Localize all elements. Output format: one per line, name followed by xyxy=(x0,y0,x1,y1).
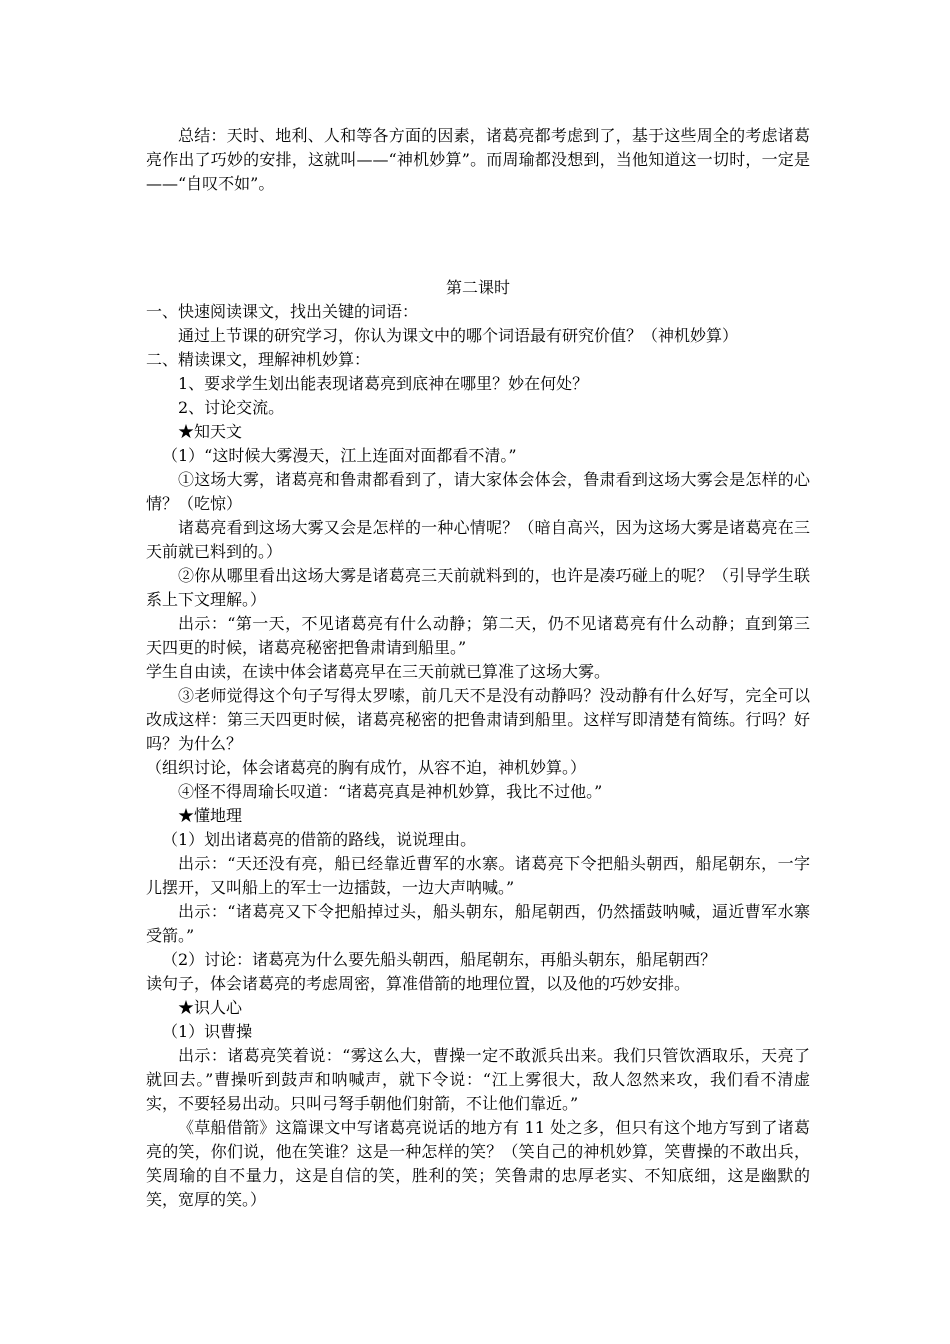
summary-paragraph: 总结：天时、地利、人和等各方面的因素，诸葛亮都考虑到了，基于这些周全的考虑诸葛亮作出了巧妙的安排，这就叫——“神机妙算”。而周瑜都没想到，当他知道这一切时，一定是——“自叹不如”。 xyxy=(146,126,810,193)
paragraph: ②你从哪里看出这场大雾是诸葛亮三天前就料到的，也许是凑巧碰上的呢？（引导学生联系上下文理解。） xyxy=(146,566,810,609)
paragraph: ④怪不得周瑜长叹道：“诸葛亮真是神机妙算，我比不过他。” xyxy=(178,782,603,801)
subheading-geography: ★懂地理 xyxy=(178,806,243,825)
paragraph: （组织讨论，体会诸葛亮的胸有成竹，从容不迫，神机妙算。） xyxy=(146,758,587,777)
paragraph: 学生自由读，在读中体会诸葛亮早在三天前就已算准了这场大雾。 xyxy=(146,662,611,681)
paragraph: 出示：诸葛亮笑着说：“雾这么大，曹操一定不敢派兵出来。我们只管饮酒取乐，天亮了就回去。”曹操听到鼓声和呐喊声，就下令说：“江上雾很大，敌人忽然来攻，我们看不清虚实，不要轻易出动。只叫弓弩手朝他们射箭，不让他们靠近。” xyxy=(146,1046,810,1113)
document-body xyxy=(146,124,810,1212)
heading-quick-reading: 一、快速阅读课文，找出关键的词语： xyxy=(146,302,419,321)
paragraph: ①这场大雾，诸葛亮和鲁肃都看到了，请大家体会体会，鲁肃看到这场大雾会是怎样的心情？（吃惊） xyxy=(146,470,810,513)
paragraph: 出示：“第一天，不见诸葛亮有什么动静；第二天，仍不见诸葛亮有什么动静；直到第三天四更的时候，诸葛亮秘密把鲁肃请到船里。” xyxy=(146,614,810,657)
paragraph: 读句子，体会诸葛亮的考虑周密，算准借箭的地理位置，以及他的巧妙安排。 xyxy=(146,974,691,993)
paragraph: 出示：“诸葛亮又下令把船掉过头，船头朝东，船尾朝西，仍然擂鼓呐喊，逼近曹军水寨受箭。” xyxy=(146,902,810,945)
paragraph: 《草船借箭》这篇课文中写诸葛亮说话的地方有 11 处之多，但只有这个地方写到了诸葛亮的笑，你们说，他在笑谁？这是一种怎样的笑？（笑自己的神机妙算，笑曹操的不敢出兵，笑周瑜的自不量力，这是自信的笑，胜利的笑；笑鲁肃的忠厚老实、不知底细，这是幽默的笑，宽厚的笑。） xyxy=(146,1118,810,1209)
paragraph: 出示：“天还没有亮，船已经靠近曹军的水寨。诸葛亮下令把船头朝西，船尾朝东，一字儿摆开，又叫船上的军士一边擂鼓，一边大声呐喊。” xyxy=(146,854,810,897)
paragraph: （2）讨论：诸葛亮为什么要先船头朝西，船尾朝东，再船头朝东，船尾朝西？ xyxy=(162,950,717,969)
paragraph: （1）划出诸葛亮的借箭的路线，说说理由。 xyxy=(162,830,477,849)
subheading-people: ★识人心 xyxy=(178,998,243,1017)
paragraph: 通过上节课的研究学习，你认为课文中的哪个词语最有研究价值？（神机妙算） xyxy=(178,326,739,345)
paragraph: 1、要求学生划出能表现诸葛亮到底神在哪里？妙在何处？ xyxy=(178,374,589,393)
section-title: 第二课时 xyxy=(445,278,510,297)
subheading-astronomy: ★知天文 xyxy=(178,422,243,441)
paragraph: （1）识曹操 xyxy=(162,1022,253,1041)
heading-close-reading: 二、精读课文，理解神机妙算： xyxy=(146,350,371,369)
paragraph: 2、讨论交流。 xyxy=(178,398,285,417)
paragraph: 诸葛亮看到这场大雾又会是怎样的一种心情呢？（暗自高兴，因为这场大雾是诸葛亮在三天前就已料到的。） xyxy=(146,518,810,561)
paragraph: ③老师觉得这个句子写得太罗嗦，前几天不是没有动静吗？没动静有什么好写，完全可以改成这样：第三天四更时候，诸葛亮秘密的把鲁肃请到船里。这样写即清楚有简练。行吗？好吗？为什么？ xyxy=(146,686,810,753)
paragraph: （1）“这时候大雾漫天，江上连面对面都看不清。” xyxy=(162,446,517,465)
